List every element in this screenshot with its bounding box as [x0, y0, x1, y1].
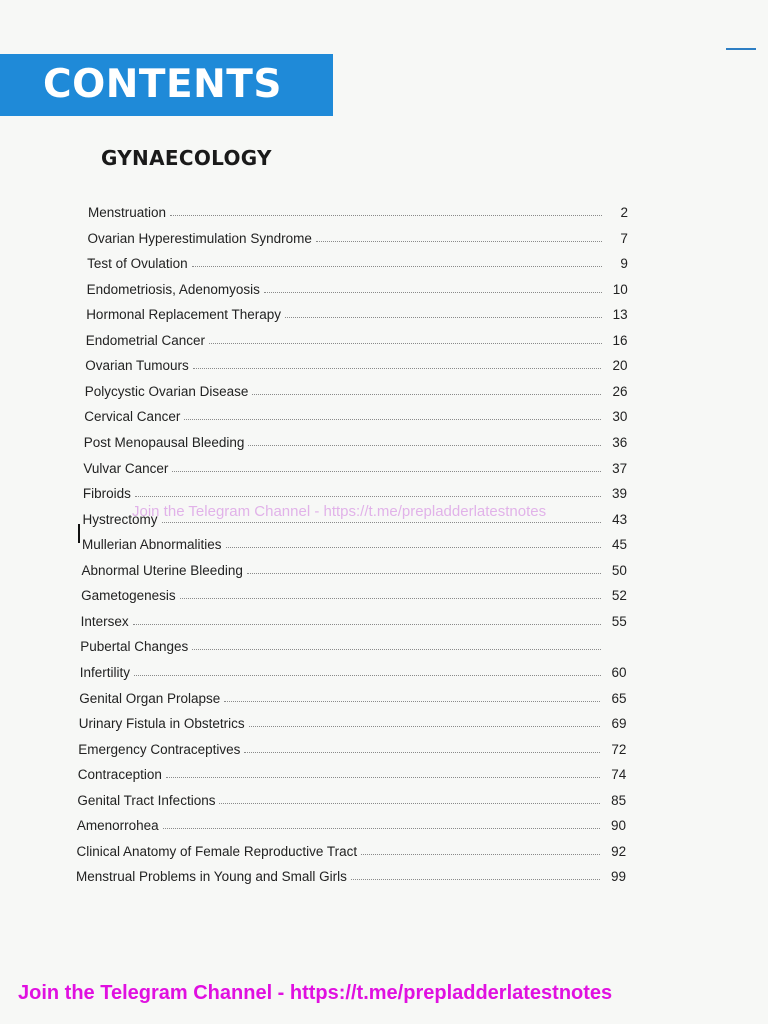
- toc-entry: [86, 279, 628, 297]
- toc-entry-page: 7: [620, 230, 628, 246]
- toc-entry-page: 74: [611, 767, 627, 783]
- toc-entry-page: 65: [611, 690, 627, 706]
- toc-entry-title: Hystrectomy: [82, 511, 158, 527]
- telegram-channel-link[interactable]: Join the Telegram Channel - https://t.me/prepladderlatestnotes: [18, 982, 613, 1004]
- watermark-text: Join the Telegram Channel - https://t.me/prepladderlatestnotes: [132, 503, 547, 520]
- toc-entry-page: 26: [612, 383, 628, 399]
- toc-dot-leader: [244, 752, 600, 753]
- toc-entry-title: Pubertal Changes: [80, 639, 189, 655]
- toc-dot-leader: [226, 547, 601, 548]
- toc-entry-page: 85: [611, 792, 627, 808]
- toc-entry-title: Clinical Anatomy of Female Reproductive Tract: [76, 843, 358, 859]
- toc-entry-page: 36: [612, 435, 628, 450]
- toc-dot-leader: [316, 241, 602, 242]
- toc-entry-page: 60: [611, 664, 627, 680]
- toc-entry: [76, 866, 626, 885]
- toc-dot-leader: [133, 624, 601, 625]
- toc-entry: [87, 253, 628, 272]
- toc-entry-page: 69: [611, 716, 627, 731]
- toc-dot-leader: [249, 726, 601, 727]
- toc-entry: [77, 790, 627, 808]
- toc-dot-leader: [192, 649, 600, 650]
- toc-entry-page: 2: [620, 205, 628, 220]
- toc-dot-leader: [180, 598, 601, 599]
- toc-entry: [86, 304, 628, 323]
- toc-entry-title: Emergency Contraceptives: [78, 741, 241, 757]
- toc-entry-page: 16: [612, 332, 628, 348]
- toc-dot-leader: [219, 803, 600, 804]
- toc-dot-leader: [247, 573, 601, 574]
- toc-dot-leader: [248, 445, 601, 446]
- toc-entry: [78, 739, 627, 757]
- toc-entry-page: 90: [611, 818, 627, 834]
- toc-entry: [76, 815, 627, 834]
- toc-dot-leader: [193, 368, 602, 369]
- toc-entry: [85, 355, 628, 374]
- toc-entry-title: Gametogenesis: [81, 588, 176, 604]
- toc-dot-leader: [162, 522, 602, 523]
- toc-entry-page: 72: [611, 741, 627, 757]
- toc-entry-title: Vulvar Cancer: [83, 460, 169, 476]
- toc-dot-leader: [134, 675, 601, 676]
- toc-entry-title: Urinary Fistula in Obstetrics: [78, 716, 245, 731]
- toc-entry-title: Menstrual Problems in Young and Small Girls: [76, 869, 347, 885]
- toc-dot-leader: [351, 879, 600, 880]
- toc-entry-title: Polycystic Ovarian Disease: [84, 383, 249, 399]
- toc-entry-title: Genital Tract Infections: [77, 792, 216, 808]
- toc-entry-title: Endometriosis, Adenomyosis: [86, 281, 260, 297]
- toc-entry: [88, 202, 628, 220]
- toc-entry-page: 37: [612, 460, 628, 476]
- toc-entry-page: 39: [612, 486, 628, 502]
- toc-entry: [78, 713, 627, 731]
- toc-entry: [80, 611, 627, 629]
- toc-entry-page: 43: [612, 511, 628, 527]
- toc-dot-leader: [224, 701, 600, 702]
- toc-entry-title: Post Menopausal Bleeding: [83, 435, 245, 450]
- toc-entry: [87, 228, 628, 246]
- toc-entry-title: Menstruation: [88, 205, 167, 220]
- toc-dot-leader: [361, 854, 600, 855]
- toc-entry: [80, 636, 601, 654]
- text-cursor: [78, 524, 80, 543]
- contents-heading: CONTENTS: [43, 62, 282, 107]
- toc-entry-title: Intersex: [80, 613, 129, 629]
- toc-entry: [76, 841, 627, 859]
- toc-entry: [79, 688, 627, 706]
- toc-entry-title: Amenorrohea: [76, 818, 159, 834]
- toc-dot-leader: [166, 777, 600, 778]
- toc-entry-page: 92: [611, 843, 627, 859]
- toc-entry-page: 20: [612, 358, 628, 374]
- toc-entry-title: Fibroids: [82, 486, 131, 502]
- toc-dot-leader: [285, 317, 602, 318]
- toc-entry-page: 52: [611, 588, 627, 604]
- toc-entry-page: 50: [611, 562, 627, 578]
- toc-entry-title: Test of Ovulation: [87, 256, 188, 272]
- toc-dot-leader: [264, 292, 602, 293]
- toc-entry-page: 55: [611, 613, 627, 629]
- toc-dot-leader: [209, 343, 602, 344]
- toc-entry-title: Endometrial Cancer: [85, 332, 205, 348]
- toc-entry: [83, 432, 628, 450]
- toc-entry: [82, 534, 627, 553]
- toc-entry-title: Cervical Cancer: [84, 409, 181, 425]
- toc-entry-title: Hormonal Replacement Therapy: [86, 307, 282, 323]
- toc-entry: [82, 483, 628, 502]
- toc-entry-title: Mullerian Abnormalities: [82, 537, 222, 553]
- toc-entry: [79, 662, 627, 680]
- toc-entry-title: Ovarian Tumours: [85, 358, 189, 374]
- toc-dot-leader: [172, 471, 601, 472]
- toc-dot-leader: [163, 828, 600, 829]
- toc-entry: [85, 330, 628, 348]
- toc-entry-title: Infertility: [79, 664, 130, 680]
- toc-dot-leader: [135, 496, 601, 497]
- toc-entry: [84, 406, 628, 425]
- toc-entry: [84, 381, 628, 399]
- toc-entry-page: 30: [612, 409, 628, 425]
- toc-entry: [77, 764, 627, 783]
- toc-entry-title: Genital Organ Prolapse: [79, 690, 221, 706]
- toc-entry-title: Abnormal Uterine Bleeding: [81, 562, 243, 578]
- toc-dot-leader: [192, 266, 602, 267]
- toc-dot-leader: [252, 394, 601, 395]
- toc-entry-title: Ovarian Hyperestimulation Syndrome: [87, 230, 312, 246]
- toc-entry-page: 10: [612, 281, 628, 297]
- toc-dot-leader: [170, 215, 602, 216]
- section-title: GYNAECOLOGY: [101, 146, 272, 170]
- toc-entry: [81, 560, 627, 578]
- toc-entry-page: 45: [611, 537, 627, 553]
- toc-entry-page: 13: [612, 307, 628, 323]
- toc-entry: [81, 585, 627, 604]
- toc-entry-page: 9: [620, 256, 628, 272]
- toc-entry-page: 99: [610, 869, 626, 885]
- toc-dot-leader: [184, 419, 601, 420]
- toc-entry: [83, 458, 628, 476]
- toc-entry-title: Contraception: [77, 767, 162, 783]
